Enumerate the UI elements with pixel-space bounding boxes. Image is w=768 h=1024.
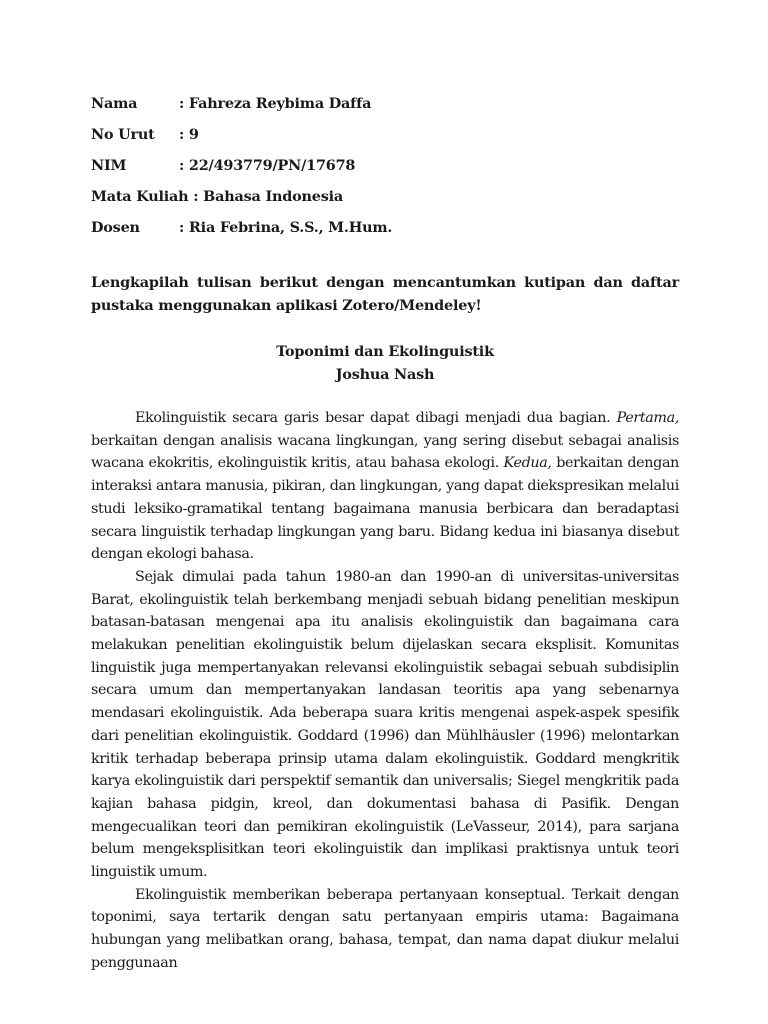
paragraph-1 [91, 407, 679, 566]
article-author: Joshua Nash [335, 366, 435, 383]
article-heading [91, 340, 679, 386]
paragraph-2: Sejak dimulai pada tahun 1980-an dan 1990-an di universitas-universitas Barat, ekolinguistik telah berkembang menjadi sebuah bidang penelitian meskipun batasan-batasan mengenai apa itu analisis ekolinguistik dan bagaimana cara melakukan penelitian ekolinguistik belum dijelaskan secara eksplisit. Komunitas linguistik juga mempertanyakan relevansi ekolinguistik sebagai sebuah subdisiplin secara umum dan mempertanyakan landasan teoritis apa yang sebenarnya mendasari ekolinguistik. Ada beberapa suara kritis mengenai aspek-aspek spesifik dari penelitian ekolinguistik. Goddard (1996) dan Mühlhäusler (1996) melontarkan kritik terhadap beberapa prinsip utama dalam ekolinguistik. Goddard mengkritik karya ekolinguistik dari perspektif semantik dan universalis; Siegel mengkritik pada kajian bahasa pidgin, kreol, dan dokumentasi bahasa di Pasifik. Dengan mengecualikan teori dan pemikiran ekolinguistik (LeVasseur, 2014), para sarjana belum mengeksplisitkan teori ekolinguistik dan implikasi praktisnya untuk teori linguistik umum. [91, 568, 679, 881]
nim-value: : 22/493779/PN/17678 [179, 157, 356, 174]
paragraph-1-part-a: Ekolinguistik secara garis besar dapat dibagi menjadi dua bagian. [135, 410, 617, 426]
number-label: No Urut [91, 126, 155, 143]
lecturer-label: Dosen [91, 219, 140, 236]
paragraph-1-part-e: berkaitan dengan interaksi antara manusia, pikiran, dan lingkungan, yang dapat diekspresikan melalui studi leksiko-gramatikal tentang bagaimana manusia berbicara dan beradaptasi secara linguistik terhadap lingkungan yang baru. Bidang kedua ini biasanya disebut dengan ekologi bahasa. [91, 455, 679, 563]
article-body [91, 407, 679, 975]
paragraph-3: Ekolinguistik memberikan beberapa pertanyaan konseptual. Terkait dengan toponimi, saya tertarik dengan satu pertanyaan empiris utama: Bagaimana hubungan yang melibatkan orang, bahasa, tempat, dan nama dapat diukur melalui penggunaan [91, 886, 679, 971]
article-title: Toponimi dan Ekolinguistik [276, 343, 494, 360]
number-value: : 9 [179, 126, 199, 143]
student-name-row [91, 92, 392, 123]
student-info-table [91, 92, 392, 247]
nim-label: NIM [91, 157, 127, 174]
student-number-row [91, 123, 392, 154]
lecturer-row [91, 216, 392, 247]
course-value: : Bahasa Indonesia [188, 188, 344, 205]
student-nim-row [91, 154, 392, 185]
name-label: Nama [91, 95, 138, 112]
course-row [91, 185, 392, 216]
paragraph-1-kedua: Kedua, [503, 455, 552, 472]
paragraph-1-pertama: Pertama, [616, 410, 679, 426]
name-value: : Fahreza Reybima Daffa [179, 95, 372, 112]
lecturer-value: : Ria Febrina, S.S., M.Hum. [179, 219, 393, 236]
assignment-instruction: Lengkapilah tulisan berikut dengan mencantumkan kutipan dan daftar pustaka menggunakan aplikasi Zotero/Mendeley! [91, 274, 679, 314]
paragraph-1-part-c: berkaitan dengan analisis wacana lingkungan, yang sering disebut sebagai analisis wacana ekokritis, ekolinguistik kritis, atau bahasa ekologi. [91, 432, 679, 472]
course-label: Mata Kuliah [91, 188, 189, 205]
